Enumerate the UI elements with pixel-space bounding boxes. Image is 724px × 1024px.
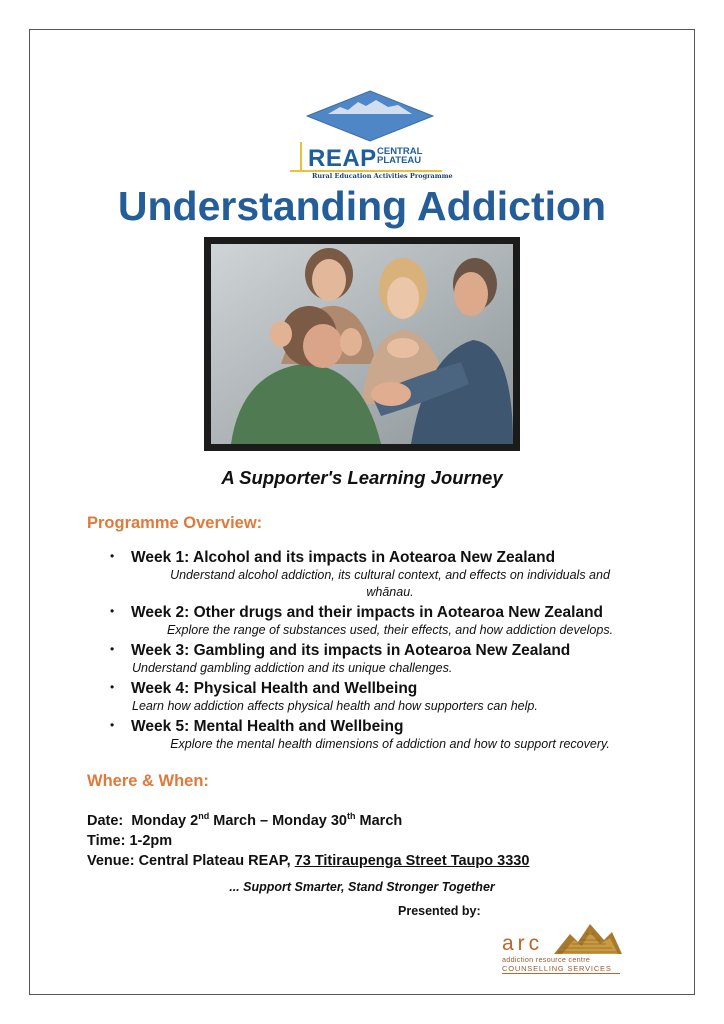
page-title: Understanding Addiction	[117, 183, 607, 229]
list-item-week-1	[110, 548, 650, 601]
programme-overview-heading: Programme Overview:	[87, 514, 263, 532]
bullet-icon: •	[110, 642, 115, 656]
venue-name: Central Plateau REAP,	[138, 852, 291, 869]
date-line	[87, 806, 529, 831]
date-label: Date:	[87, 812, 124, 829]
week-title: Week 5: Mental Health and Wellbeing	[131, 718, 404, 735]
list-item-week-5	[110, 717, 650, 753]
arc-tagline-2: COUNSELLING SERVICES	[502, 964, 612, 973]
week-description: Explore the mental health dimensions of addiction and how to support recovery.	[170, 737, 610, 751]
time-value: 1-2pm	[129, 832, 173, 849]
date-start-suffix: nd	[198, 811, 210, 821]
reap-logo	[290, 90, 453, 182]
list-item-week-4	[110, 679, 650, 715]
week-description: Learn how addiction affects physical health and how supporters can help.	[132, 699, 538, 713]
week-title: Week 1: Alcohol and its impacts in Aotearoa New Zealand	[131, 549, 556, 566]
week-description-line: Understand alcohol addiction, its cultural context, and effects on individuals and	[170, 568, 610, 582]
arc-divider	[502, 973, 620, 974]
bullet-icon: •	[110, 549, 115, 563]
reap-plateau-text: PLATEAU	[377, 155, 422, 166]
time-line	[87, 831, 529, 851]
where-when-heading: Where & When:	[87, 772, 209, 790]
page-subtitle: A Supporter's Learning Journey	[221, 467, 503, 488]
reap-central-text: CENTRAL	[377, 146, 423, 157]
venue-label: Venue:	[87, 852, 135, 869]
reap-wordmark: REAP	[308, 145, 377, 172]
week-description: Understand gambling addiction and its unique challenges.	[132, 661, 453, 675]
arc-wordmark: arc	[502, 932, 544, 955]
arc-tagline-1: addiction resource centre	[502, 955, 591, 964]
date-end-suffix: th	[347, 811, 356, 821]
week-title: Week 4: Physical Health and Wellbeing	[131, 680, 418, 697]
week-title: Week 2: Other drugs and their impacts in Aotearoa New Zealand	[131, 604, 604, 621]
week-description-line: whānau.	[366, 585, 414, 599]
photo-illustration	[211, 244, 513, 444]
arc-logo	[502, 922, 626, 977]
venue-line	[87, 851, 529, 871]
support-group-photo	[204, 237, 520, 451]
reap-central-plateau	[377, 147, 422, 165]
date-middle: March – Monday 30	[213, 812, 347, 829]
tagline: ... Support Smarter, Stand Stronger Together	[229, 880, 495, 894]
week-title: Week 3: Gambling and its impacts in Aotearoa New Zealand	[131, 642, 571, 659]
event-details	[87, 806, 529, 871]
week-description	[130, 567, 650, 601]
bullet-icon: •	[110, 718, 115, 732]
venue-address-link[interactable]: 73 Titiraupenga Street Taupo 3330	[294, 852, 530, 869]
time-label: Time:	[87, 832, 126, 849]
logo-vertical-line	[300, 142, 302, 172]
bullet-icon: •	[110, 680, 115, 694]
presented-by-label: Presented by:	[398, 904, 481, 918]
date-end: March	[359, 812, 403, 829]
date-start: Monday 2	[131, 812, 199, 829]
list-item-week-3	[110, 641, 650, 677]
bullet-icon: •	[110, 604, 115, 618]
week-description: Explore the range of substances used, their effects, and how addiction develops.	[166, 623, 614, 637]
week-list	[110, 548, 650, 755]
mountain-diamond-icon	[306, 90, 434, 142]
list-item-week-2	[110, 603, 650, 639]
mountain-logo-icon	[554, 922, 622, 954]
reap-subtitle: Rural Education Activities Programme	[312, 172, 453, 180]
